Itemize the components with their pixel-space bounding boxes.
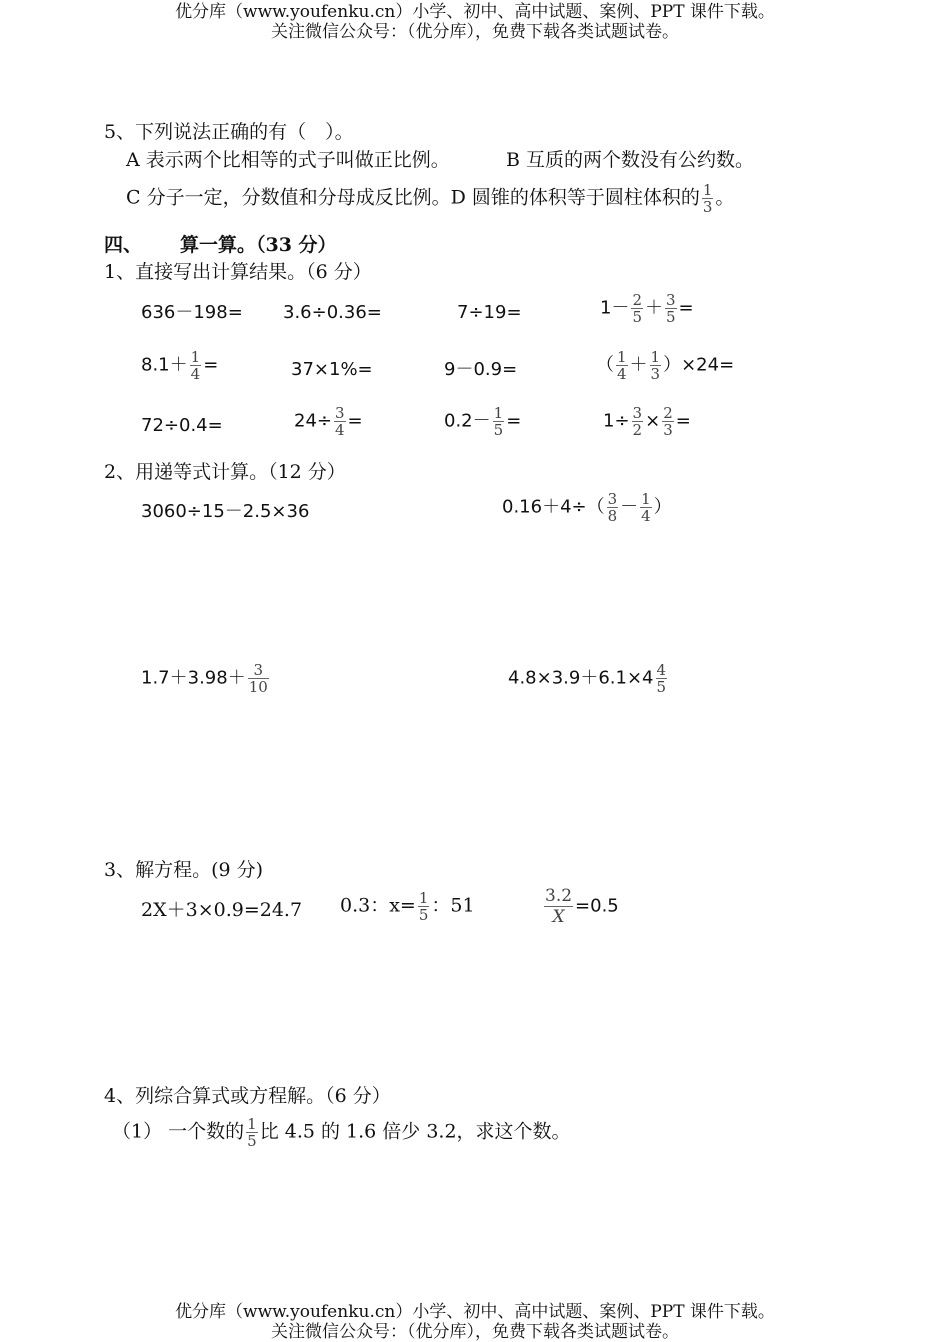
fraction: $\frac{1}{3}$ (650, 348, 661, 383)
fraction: $\frac{2}{5}$ (632, 291, 642, 326)
part1-title: 1、直接写出计算结果。（6 分） (104, 261, 372, 283)
part3-title: 3、解方程。(9 分) (104, 859, 264, 881)
fraction: $\frac{3}{5}$ (666, 291, 676, 326)
fraction: $\frac{3}{8}$ (607, 490, 618, 525)
header-line-2: 关注微信公众号：（优分库），免费下载各类试题试卷。 (271, 22, 679, 42)
calc-item: （ $\frac{1}{4}$ ＋ $\frac{1}{3}$ ）×24= (596, 348, 735, 383)
fraction: $\frac{1}{5}$ (418, 889, 429, 924)
equation: 2X＋3×0.9=24.7 (141, 899, 303, 921)
calc-item: 7÷19= (457, 302, 522, 323)
calc-item: 3.6÷0.36= (283, 302, 382, 323)
header-line-1: 优分库（www.youfenku.cn）小学、初中、高中试题、案例、PPT 课件下载。 (175, 2, 775, 22)
footer-line-2: 关注微信公众号：（优分库），免费下载各类试题试卷。 (271, 1322, 679, 1342)
fraction: $\frac{3}{2}$ (632, 404, 643, 439)
q5-option-b: B 互质的两个数没有公约数。 (506, 149, 755, 171)
calc-item: 0.16＋4÷（ $\frac{3}{8}$ － $\frac{1}{4}$ ） (502, 490, 672, 525)
q5-option-end: 。 (715, 186, 735, 209)
calc-item: 37×1%= (291, 359, 373, 380)
q5-option-c-d (126, 182, 734, 215)
calc-item: 1－ $\frac{2}{5}$ ＋ $\frac{3}{5}$ = (600, 291, 694, 326)
q5-option-c-text: C 分子一定，分数值和分母成反比例。D 圆锥的体积等于圆柱体积的 (126, 186, 700, 209)
fraction: $\frac{2}{3}$ (663, 404, 673, 439)
word-problem: （1） 一个数的 $\frac{1}{5}$ 比 4.5 的 1.6 倍少 3.2，求这个数。 (112, 1115, 571, 1150)
calc-item: 3060÷15－2.5×36 (141, 501, 310, 522)
fraction: $\frac{1}{5}$ (247, 1115, 257, 1150)
fraction: $\frac{3}{4}$ (335, 404, 345, 439)
calc-item: 1.7＋3.98＋ $\frac{3}{10}$ (141, 661, 268, 696)
fraction: $\frac{1}{5}$ (493, 404, 504, 439)
fraction: $\frac{1}{4}$ (641, 490, 651, 525)
fraction: $\frac{4}{5}$ (656, 661, 667, 696)
calc-item: 72÷0.4= (141, 415, 223, 436)
fraction: $\frac{1}{4}$ (190, 348, 201, 383)
fraction: $\frac{1}{4}$ (617, 348, 627, 383)
fraction: $\frac{3.2}{X}$ (545, 886, 573, 927)
footer-line-1: 优分库（www.youfenku.cn）小学、初中、高中试题、案例、PPT 课件下载。 (175, 1302, 775, 1322)
fraction: $\frac{3}{10}$ (248, 661, 268, 696)
part2-title: 2、用递等式计算。（12 分） (104, 461, 346, 483)
equation: $\frac{3.2}{X}$ =0.5 (545, 886, 619, 927)
calc-item: 9－0.9= (444, 359, 518, 380)
equation: 0.3：x= $\frac{1}{5}$ ：51 (340, 889, 475, 924)
calc-item: 1÷ $\frac{3}{2}$ × $\frac{2}{3}$ = (603, 404, 691, 439)
calc-item: 636－198= (141, 302, 243, 323)
fraction: $\frac{1}{3}$ (702, 181, 713, 216)
calc-item: 8.1＋ $\frac{1}{4}$ = (141, 348, 219, 383)
calc-item: 0.2－ $\frac{1}{5}$ = (444, 404, 522, 439)
section-title: 算一算。（33 分） (180, 234, 337, 256)
calc-item: 4.8×3.9＋6.1×4 $\frac{4}{5}$ (508, 661, 667, 696)
section-number: 四、 (104, 234, 143, 256)
calc-item: 24÷ $\frac{3}{4}$ = (294, 404, 363, 439)
q5-option-a: A 表示两个比相等的式子叫做正比例。 (126, 149, 450, 171)
part4-title: 4、列综合算式或方程解。（6 分） (104, 1085, 391, 1107)
q5-stem: 5、下列说法正确的有（ ）。 (104, 121, 354, 143)
